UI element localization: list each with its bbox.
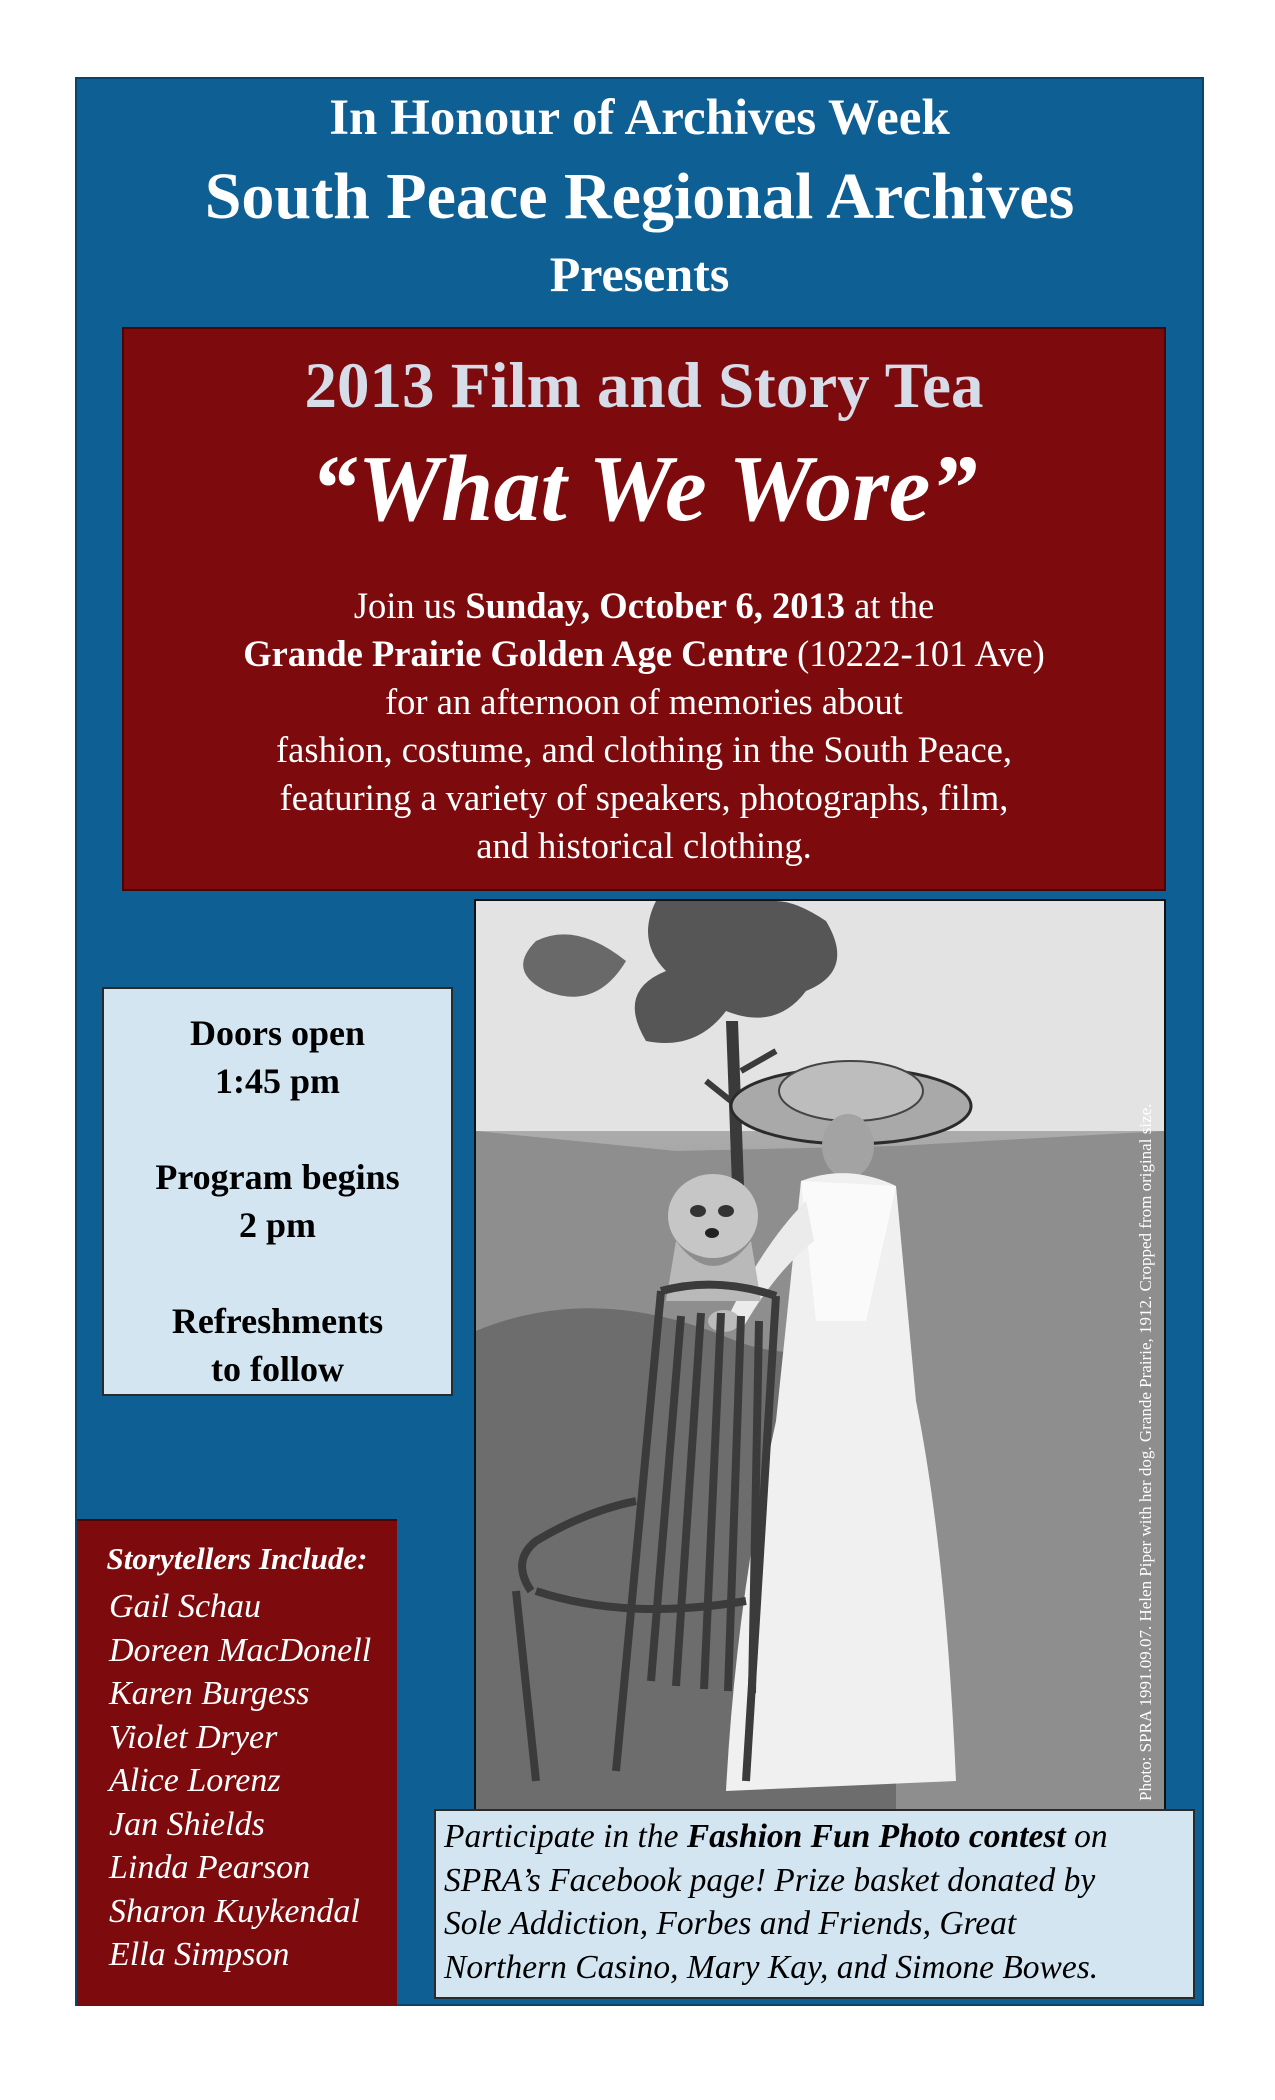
photo-illustration: [476, 901, 1164, 1811]
event-date: Sunday, October 6, 2013: [465, 585, 845, 626]
desc-line-4: fashion, costume, and clothing in the South Peace,: [276, 729, 1012, 770]
event-title: 2013 Film and Story Tea: [304, 350, 984, 422]
program-begins-label: Program begins: [155, 1157, 400, 1197]
desc-line-5: featuring a variety of speakers, photographs, film,: [279, 777, 1009, 818]
schedule-doors: [104, 1009, 451, 1105]
historical-photo: [474, 899, 1166, 1813]
doors-open-label: Doors open: [189, 1013, 365, 1053]
contest-box: [434, 1809, 1195, 1999]
storytellers-list: [109, 1585, 371, 1977]
event-subtitle: “What We Wore”: [310, 437, 978, 541]
list-item: Doreen MacDonell: [109, 1631, 372, 1669]
storytellers-heading: Storytellers Include:: [106, 1541, 368, 1576]
list-item: Sharon Kuykendal: [109, 1892, 360, 1930]
list-item: Linda Pearson: [109, 1849, 311, 1886]
header-organization-name: South Peace Regional Archives: [204, 160, 1075, 233]
list-item: Karen Burgess: [109, 1675, 310, 1712]
list-item: Jan Shields: [109, 1805, 265, 1843]
doors-open-time: 1:45 pm: [215, 1061, 340, 1101]
desc-line-date: Join us Sunday, October 6, 2013 at the: [353, 585, 935, 626]
list-item: Ella Simpson: [109, 1936, 290, 1973]
photo-credit: Photo: SPRA 1991.09.07. Helen Piper with her dog. Grande Prairie, 1912. Cropped from original size.: [1136, 1103, 1155, 1801]
header-presents: Presents: [549, 246, 730, 302]
contest-line-4: Northern Casino, Mary Kay, and Simone Bowes.: [444, 1948, 1099, 1986]
schedule-box: [102, 987, 453, 1396]
contest-line-2: SPRA’s Facebook page! Prize basket donated by: [444, 1861, 1096, 1899]
storytellers-box: [77, 1519, 397, 2006]
event-venue: Grande Prairie Golden Age Centre: [243, 633, 788, 674]
list-item: Alice Lorenz: [109, 1762, 281, 1799]
program-begins-time: 2 pm: [238, 1205, 316, 1245]
desc-line-3: for an afternoon of memories about: [385, 681, 903, 722]
list-item: Gail Schau: [109, 1588, 262, 1625]
poster: [75, 77, 1204, 2006]
desc-line-venue: [124, 630, 1164, 678]
contest-line-1: Participate in the Fashion Fun Photo contest on: [444, 1818, 1108, 1855]
schedule-program: [104, 1153, 451, 1249]
refreshments-line-1: Refreshments: [171, 1301, 384, 1341]
refreshments-line-2: to follow: [211, 1349, 344, 1389]
desc-line-6: and historical clothing.: [476, 825, 812, 866]
schedule-refreshments: [104, 1297, 451, 1393]
event-address: (10222-101 Ave): [787, 633, 1045, 674]
event-description: [124, 582, 1164, 870]
list-item: Violet Dryer: [109, 1718, 278, 1756]
contest-name: Fashion Fun Photo contest: [686, 1818, 1066, 1855]
header-line-archives-week: In Honour of Archives Week: [329, 90, 950, 146]
event-info-box: [122, 327, 1166, 891]
contest-line-3: Sole Addiction, Forbes and Friends, Great: [444, 1905, 1017, 1942]
